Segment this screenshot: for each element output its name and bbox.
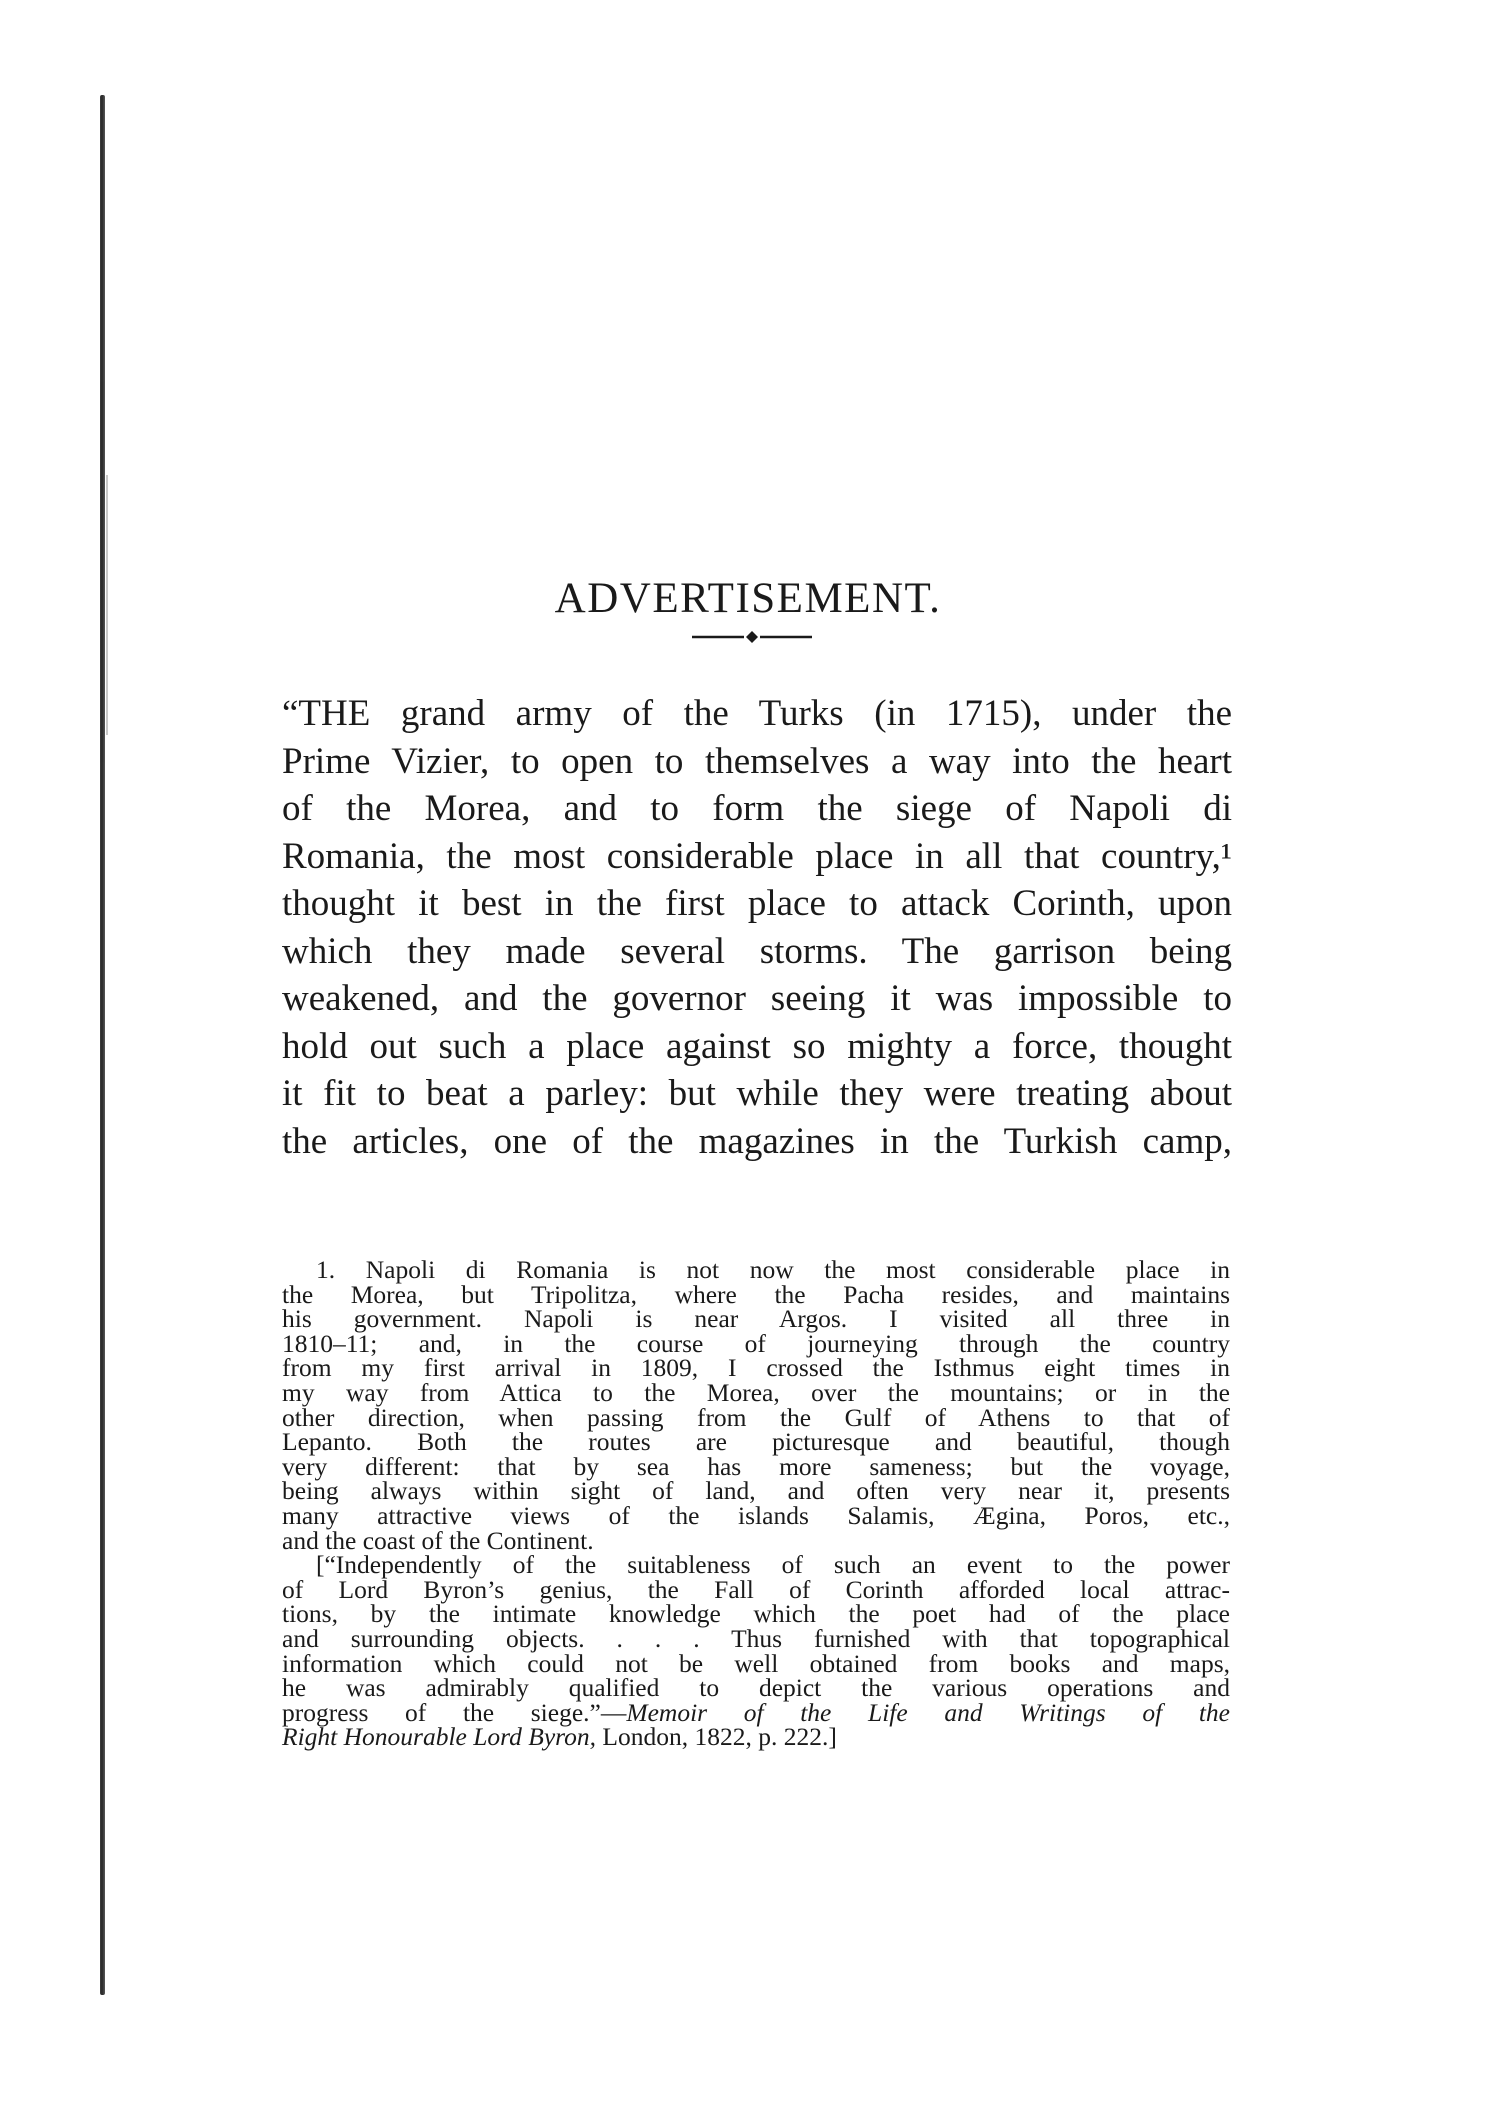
- footnote-line: the Morea, but Tripolitza, where the Pacha resides, and maintains: [282, 1279, 1230, 1309]
- footnote-line: being always within sight of land, and often very near it, presents: [282, 1476, 1230, 1506]
- editor-note-line: and surrounding objects. . . . Thus furnished with that topographical: [282, 1623, 1230, 1653]
- editor-note-line: of Lord Byron’s genius, the Fall of Corinth afforded local attrac-: [282, 1574, 1230, 1604]
- body-line: it fit to beat a parley: but while they were treating about: [282, 1073, 1232, 1114]
- citation-quote-end: progress of the siege.”—: [282, 1697, 627, 1727]
- footnotes: [282, 1255, 1230, 1752]
- main-text: [282, 690, 1232, 1165]
- ornament-rule: [692, 630, 812, 644]
- editor-note-line: [“Independently of the suitableness of such an event to the power: [316, 1550, 1230, 1580]
- footnote-line: other direction, when passing from the Gulf of Athens to that of: [282, 1402, 1230, 1432]
- footnote-line: 1. Napoli di Romania is not now the most considerable place in: [316, 1255, 1230, 1284]
- citation-title: Memoir of the Life and Writings of the: [626, 1697, 1230, 1727]
- footnote-line: Lepanto. Both the routes are picturesque and beautiful, though: [282, 1427, 1230, 1457]
- editor-note-citation-line: [282, 1722, 1230, 1752]
- footnote-line: his government. Napoli is near Argos. I visited all three in: [282, 1304, 1230, 1334]
- body-line: “THE grand army of the Turks (in 1715), under the: [282, 693, 1232, 734]
- body-line: weakened, and the governor seeing it was impossible to: [282, 978, 1232, 1019]
- footnote-line: my way from Attica to the Morea, over the mountains; or in the: [282, 1377, 1230, 1407]
- body-line: which they made several storms. The garrison being: [282, 930, 1232, 972]
- body-line: Prime Vizier, to open to themselves a way into the heart: [282, 740, 1232, 782]
- footnote-line: and the coast of the Continent.: [282, 1525, 594, 1555]
- body-line: hold out such a place against so mighty a force, thought: [282, 1025, 1232, 1067]
- footnote-line: very different: that by sea has more sameness; but the voyage,: [282, 1451, 1230, 1481]
- editor-note-line: information which could not be well obtained from books and maps,: [282, 1648, 1230, 1678]
- body-line: Romania, the most considerable place in all that country,¹: [282, 835, 1232, 877]
- page-heading: ADVERTISEMENT.: [554, 574, 942, 622]
- body-line: the articles, one of the magazines in the Turkish camp,: [282, 1120, 1232, 1162]
- footnote-line: many attractive views of the islands Salamis, Ægina, Poros, etc.,: [282, 1500, 1230, 1530]
- citation-title: Right Honourable Lord Byron,: [282, 1722, 597, 1752]
- body-line: thought it best in the first place to attack Corinth, upon: [282, 883, 1232, 924]
- footnote-line: from my first arrival in 1809, I crossed the Isthmus eight times in: [282, 1353, 1230, 1383]
- editor-note-line: he was admirably qualified to depict the various operations and: [282, 1673, 1230, 1703]
- editor-note-line: tions, by the intimate knowledge which the poet had of the place: [282, 1599, 1230, 1629]
- body-line: of the Morea, and to form the siege of Napoli di: [282, 788, 1232, 829]
- citation-imprint: London, 1822, p. 222.]: [596, 1722, 837, 1752]
- binding-edge: [100, 95, 105, 1995]
- footnote-line: 1810–11; and, in the course of journeying through the country: [282, 1328, 1230, 1358]
